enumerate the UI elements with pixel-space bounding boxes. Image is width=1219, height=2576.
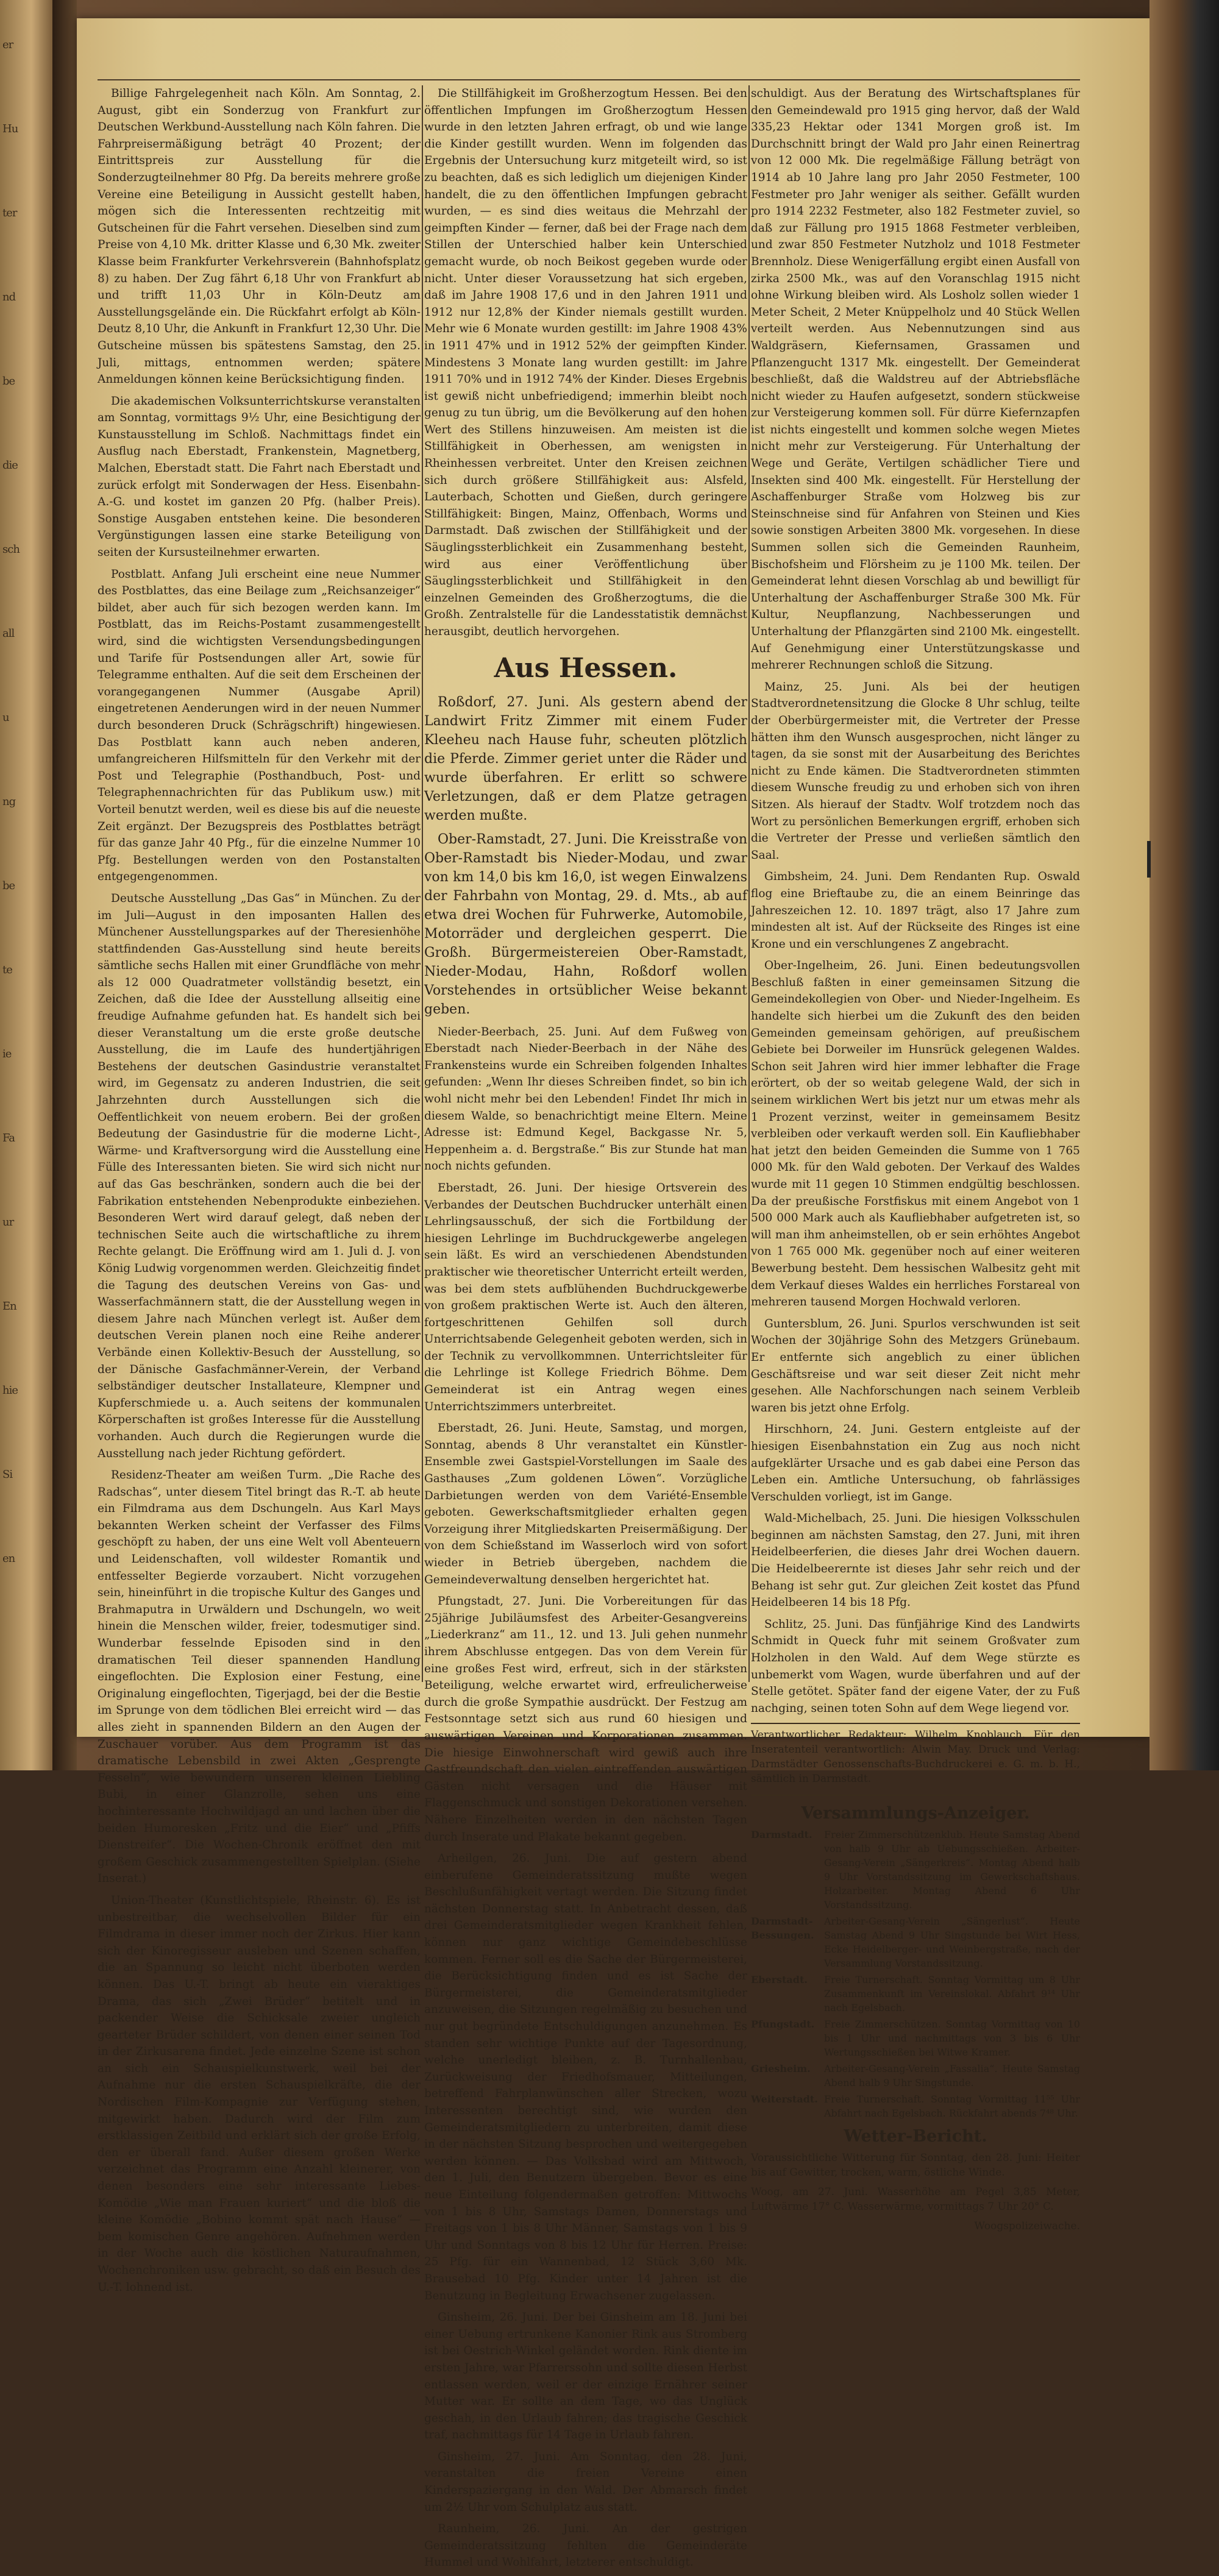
report-eberstadt-1: Eberstadt, 26. Juni. Der hiesige Ortsverein des Verbandes der Deutschen Buchdrucker unterhält einen Lehrlingsausschuß, der sich die Fortbildung der hiesigen Lehrlinge im Buchdruckgewerbe angelegen sein läßt. Es wird an verschiedenen Abendstunden praktischer wie theoretischer Unterricht erteilt werden, was bei dem stets aufblühenden Buchdruckgewerbe von großem praktischen Werte ist. Auch den älteren, fortgeschrittenen Gehilfen soll durch Unterrichtsabende Gelegenheit geboten werden, sich in der Technik zu vervollkommnen. Unterrichtsleiter für die Lehrlinge ist Kollege Friedrich Böhme. Dem Gemeinderat ist ein Antrag wegen eines Unterrichtszimmers unterbreitet. (424, 1181, 747, 1413)
announcement-row (751, 2017, 1080, 2059)
announcement-text: Freier Zimmerschützenklub. Heute Samstag Abend von halb 9 Uhr ab Uebungsschießen. Arbeiter-Gesang-Verein „Sängerkreis“. Montag Abend halb 9 Uhr Vorstandssitzung im Gewerkschaftshaus. Holzarbeiter. Montag Abend 6 Uhr Vorstandssitzung. (824, 1829, 1080, 1911)
adjacent-page-line: te (2, 963, 12, 976)
top-rule (98, 79, 1080, 80)
report-schlitz: Schlitz, 25. Juni. Das fünfjährige Kind des Landwirts Schmidt in Queck fuhr mit seinem Großvater zum Holzholen in den Wald. Auf dem Wege stürzte es unbemerkt vom Wagen, wurde überfahren und auf der Stelle getötet. Später fand der eigene Vater, der zu Fuß nachging, seinen toten Sohn auf dem Wege liegend vor. (751, 1617, 1080, 1715)
report-ginsheim-2: Ginsheim, 27. Juni. Am Sonntag, den 28. Juni, veranstalten die freien Vereine einen Kinderspaziergang in den Wald. Der Abmarsch findet um 2½ Uhr vom Schulplatz aus statt. (424, 2450, 747, 2514)
announcement-text: Arbeiter-Gesang-Verein „Sängerlust“. Heute Samstag Abend 9 Uhr Singstunde bei Wirt Hess, Ecke Heidelberger- und Weinbergstraße, nach der Versammlung Vorstandssitzung. (824, 1915, 1080, 1970)
article-volkskurse: Die akademischen Volksunterrichtskurse veranstalten am Sonntag, vormittags 9½ Uhr, eine Besichtigung der Kunstausstellung im Schloß. Nachmittags findet ein Ausflug nach Eberstadt, Frankenstein, Magnetberg, Malchen, Eberstadt statt. Die Fahrt nach Eberstadt und zurück erfolgt mit Sonderwagen der Hess. Eisenbahn-A.-G. und kostet im ganzen 20 Pfg. (halber Preis). Sonstige Ausgaben entstehen keine. Die besonderen Vergünstigungen lassen eine starke Beteiligung von seiten der Kursusteilnehmer erwarten. (98, 394, 421, 559)
adjacent-page-line: Hu (2, 122, 18, 135)
adjacent-page-line: Si (2, 1468, 13, 1481)
announcement-text: Freie Turnerschaft. Sonntag Vormittag um 8 Uhr Zusammenkunft im Vereinslokal. Abfahrt 9¹⁴ Uhr nach Egelsbach. (824, 1974, 1080, 2014)
section-title: Aus Hessen. (494, 652, 678, 684)
report-nieder-beerbach: Nieder-Beerbach, 25. Juni. Auf dem Fußweg von Eberstadt nach Nieder-Beerbach in der Nähe des Frankensteins wurde ein Schreiben folgenden Inhaltes gefunden: „Wenn Ihr dieses Schreiben findet, so bin ich wohl nicht mehr bei den Lebenden! Findet Ihr mich in diesem Walde, so benachrichtigt meine Eltern. Meine Adresse ist: Edmund Kegel, Backgasse Nr. 5, Heppenheim a. d. Bergstraße.“ Bis zur Stunde hat man noch nichts gefunden. (424, 1025, 747, 1173)
report-mainz: Mainz, 25. Juni. Als bei der heutigen Stadtverordnetensitzung die Glocke 8 Uhr schlug, teilte der Oberbürgermeister mit, die Vertreter der Presse hätten ihm den Wunsch ausgesprochen, nicht länger zu tagen, da sie sonst mit der Ausarbeitung des Berichtes nicht zu Ende kämen. Die Stadtverordneten stimmten diesem Wunsche freudig zu und erhoben sich von ihren Sitzen. Als hierauf der Stadtv. Wolf trotzdem noch das Wort zu persönlichen Bemerkungen ergriff, erhoben sich die Vertreter der Presse und verließen sämtlich den Saal. (751, 680, 1080, 862)
announcements-list (751, 1828, 1080, 2120)
adjacent-page-fragment (0, 0, 52, 1770)
column-rule (422, 85, 423, 1682)
adjacent-page-line: u (2, 711, 9, 724)
report-hirschhorn: Hirschhorn, 24. Juni. Gestern entgleiste auf der hiesigen Eisenbahnstation ein Zug aus noch nicht aufgeklärter Ursache und es gab dabei eine Person das Leben ein. Amtliche Untersuchung, ob fahrlässiges Verschulden vorliegt, ist im Gange. (751, 1423, 1080, 1503)
adjacent-page-line: er (2, 38, 13, 51)
report-ginsheim-1: Ginsheim, 26. Juni. Der bei Ginsheim am 18. Juni bei einer Uebung ertrunkene Kanonier Rink aus Stromberg ist bei Oestrich-Winkel geländet worden. Rink diente im ersten Jahre, war Pfarrerssohn und sollte diesen Herbst entlassen werden, weil er der einzige Ernährer seiner Mutter war. Er sollte an dem Tage, wo das Unglück geschah, in den Urlaub fahren; das tragische Geschick traf, nachmittags für 14 Tage in Urlaub fahren. (424, 2311, 747, 2442)
book-spine (1150, 0, 1219, 1770)
column-3 (751, 85, 1080, 2238)
report-raunheim: Raunheim, 26. Juni. An der gestrigen Gemeinderatssitzung fehlten die Gemeinderäte Hummel und Wohlfahrt, letzterer entschuldigt. (424, 2522, 747, 2569)
adjacent-page-line: all (2, 627, 15, 640)
adjacent-page-line: ie (2, 1048, 12, 1060)
announcement-place: Eberstadt. (751, 1974, 808, 1986)
article-koeln: Billige Fahrgelegenheit nach Köln. Am Sonntag, 2. August, gibt ein Sonderzug von Frankfurt zur Deutschen Werkbund-Ausstellung nach Köln fahren. Die Fahrpreisermäßigung beträgt 40 Prozent; der Eintrittspreis zur Ausstellung für die Sonderzugteilnehmer 80 Pfg. Da bereits mehrere große Vereine eine Beteiligung in Aussicht gestellt haben, mögen sich die Interessenten rechtzeitig mit Gutscheinen für die Fahrt versehen. Dieselben sind zum Preise von 4,10 Mk. dritter Klasse und 6,30 Mk. zweiter Klasse beim Frankfurter Verkehrsverein (Bahnhofsplatz 8) zu haben. Der Zug fährt 6,18 Uhr von Frankfurt ab und trifft 11,03 Uhr in Köln-Deutz am Ausstellungsgelände ein. Die Rückfahrt erfolgt ab Köln-Deutz 8,10 Uhr, die Ankunft in Frankfurt 12,30 Uhr. Die Gutscheine müssen bis spätestens Samstag, den 25. Juli, mittags, entnommen werden; spätere Anmeldungen können keine Berücksichtigung finden. (98, 87, 421, 386)
adjacent-page-line: En (2, 1300, 16, 1313)
announcement-text: Freie Zimmerschützen. Sonntag Vormittag von 10 bis 1 Uhr und nachmittags von 3 bis 6 Uhr Wertungsschießen bei Witwe Kramer. (824, 2018, 1080, 2059)
report-eberstadt-2: Eberstadt, 26. Juni. Heute, Samstag, und morgen, Sonntag, abends 8 Uhr veranstaltet ein Künstler-Ensemble zwei Gastspiel-Vorstellungen im Saale des Gasthauses „Zum goldenen Löwen“. Vorzügliche Darbietungen werden von dem Variété-Ensemble geboten. Gewerkschaftsmitglieder erhalten gegen Vorzeigung ihrer Mitgliedskarten Preisermäßigung. Der von dem Schießstand im Wasserloch wird von sofort wieder in Betrieb übergeben, nachdem die Gemeindeverwaltung denselben hergerichtet hat. (424, 1422, 747, 1586)
report-ober-ingelheim: Ober-Ingelheim, 26. Juni. Einen bedeutungsvollen Beschluß faßten in einer gemeinsamen Sitzung die Gemeindekollegien von Ober- und Nieder-Ingelheim. Es handelte sich hierbei um die Zukunft des den beiden Gemeinden gemeinsam gehörigen, auf preußischem Gebiete bei Dorweiler im Hunsrück gelegenen Waldes. Schon seit Jahren wird hier immer lebhafter die Frage erörtert, ob der so weitab gelegene Wald, der sich in seinem wirklichen Wert bis jetzt nur um etwas mehr als 1 Prozent verzinst, weiter in gemeinsamem Besitz verbleiben oder verkauft werden soll. Ein Kaufliebhaber hat jetzt den beiden Gemeinden die Summe von 1 765 000 Mk. für den Wald geboten. Der Verkauf des Waldes wurde mit 11 gegen 10 Stimmen endgültig beschlossen. Da der preußische Forstfiskus mit einem Angebot von 1 500 000 Mark auch als Kaufliebhaber aufgetreten ist, so will man ihm anheimstellen, ob er sein erhöhtes Angebot von 1 765 000 Mk. gegenüber noch auf einer weiteren Bewerbung besteht. Dem hessischen Walbesitz geht mit dem Verkauf dieses Waldes ein herrliches Forstareal von mehreren tausend Morgen Hochwald verloren. (751, 959, 1080, 1309)
announcement-place: Darmstadt. (751, 1829, 812, 1841)
report-raunheim-cont: schuldigt. Aus der Beratung des Wirtschaftsplanes für den Gemeindewald pro 1915 ging hervor, daß der Wald 335,23 Hektar oder 1341 Morgen groß ist. Im Durchschnitt bringt der Wald pro Jahr einen Reinertrag von 12 000 Mk. Die regelmäßige Fällung beträgt von 1914 ab 10 Jahre lang pro Jahr 2050 Festmeter, 100 Festmeter pro Jahr weniger als seither. Gefällt wurden pro 1914 2232 Festmeter, also 182 Festmeter zuviel, so daß zur Fällung pro 1915 1868 Festmeter verbleiben, und zwar 850 Festmeter Nutzholz und 1018 Festmeter Brennholz. Diese Wenigerfällung ergibt einen Ausfall von zirka 2500 Mk., was auf den Voranschlag 1915 nicht ohne Wirkung bleiben wird. Als Losholz sollen wieder 1 Meter Scheit, 2 Meter Knüppelholz und 40 Stück Wellen verteilt werden. Aus Nebennutzungen sind aus Waldgräsern, Kiefernsamen, Grassamen und Pflanzengucht 1317 Mk. eingestellt. Der Gemeinderat beschließt, daß die Waldstreu auf der Abtriebsfläche nicht wieder zu Haufen aufgesetzt, sondern stückweise zur Versteigerung kommen soll. Für dürre Kiefernzapfen ist nichts eingestellt und kommen solche wegen Mietes nicht mehr zur Versteigerung. Für Unterhaltung der Wege und Geräte, Vertilgen schädlicher Tiere und Insekten sind 400 Mk. eingestellt. Für Herstellung der Aschaffenburger Straße vom Holzweg bis zur Steinschneise sind für Anfahren von Steinen und Kies sowie sonstigen Arbeiten 3800 Mk. vorgesehen. In diese Summen sollen sich die Gemeinden Raunheim, Bischofsheim und Flörsheim zu je 1100 Mk. teilen. Der Gemeinderat lehnt diesen Vorschlag ab und bewilligt für Unterhaltung der Aschaffenburger Straße 300 Mk. Für Kultur, Neupflanzung, Nachbesserungen und Unterhaltung der Pflanzgärten sind 2100 Mk. eingestellt. Auf Genehmigung einer Unterstützungskasse und mehrerer Rechnungen schloß die Sitzung. (751, 87, 1080, 672)
section-lead (424, 693, 747, 1019)
column-1 (98, 85, 421, 2301)
adjacent-page-text (0, 37, 52, 1567)
adjacent-page-line: ur (2, 1216, 14, 1229)
woog-report: Woog, am 27. Juni. Wasserhöhe am Pegel 3,85 Meter, Luftwärme 17° C. Wasserwärme, vormittags 7 Uhr 20° C. (751, 2186, 1080, 2213)
adjacent-page-line: be (2, 375, 15, 388)
report-arheilgen: Arheilgen, 26. Juni. Die auf gestern abend einberufene Gemeinderatssitzung mußte wegen Beschlußunfähigkeit vertagt werden. Die Sitzung findet nächsten Donnerstag statt. In Anbetracht dessen, daß drei Gemeinderatsmitglieder wegen Krankheit fehlen, können nur ganz wichtige Gemeindebeschlüsse kommen. Ferner soll es die Sache der Bürgermeisterei, die Berücksichtigung finden und es ist Sache der Bürgermeisterei, die Gemeinderatsmitglieder anzuweisen, die Sitzungen regelmäßig zu besuchen und nur gut begründete Entschuldigungen anzunehmen. Es standen sehr wichtige Punkte auf der Tagesordnung, welche unerledigt bleiben, z. B. Turnhallenbau, Zurückweisung der Friedhofsmauer, Mitteilungen, betreffend Fahrplanwünschen aller Strecken, wozu Interessenten berechtigt sind, wie wurden den Gemeinderatsmitgliedern zu unterbreiten, damit diese in der nächsten Sitzung besprochen und weitergegeben werden können. — Das Volksbad wird am Mittwoch, den 1. Juli, den Benutzern übergeben. Bevor es eine neue Einteilung folgendermaßen getroffen: Mittwochs von 1 bis 8 Uhr, Samstags Damen, Donnerstags und Freitags von 1 bis 8 Uhr Männer, Samstags von 1 bis 9 Uhr und Sonntags von 8 bis 12 Uhr für Herren. Preise: 25 Pfg. für ein Wannenbad, 12 Stück 3,60 Mk. Brausebad 10 Pfg. Kinder unter 14 Jahren ist die Benutzung in Begleitung Erwachsener zugelassen. (424, 1852, 747, 2302)
article-postblatt: Postblatt. Anfang Juli erscheint eine neue Nummer des Postblattes, das eine Beilage zum „Reichsanzeiger“ bildet, aber auch für sich bezogen werden kann. Im Postblatt, das im Reichs-Postamt zusammengestellt wird, sind die wichtigsten Versendungsbedingungen und Tarife für Postsendungen aller Art, sowie für Telegramme enthalten. Auf die seit dem Erscheinen der vorangegangenen Nummer (Ausgabe April) eingetretenen Aenderungen wird in der neuen Nummer durch besonderen Druck (Schrägschrift) hingewiesen. Das Postblatt kann auch neben anderen, umfangreicheren Hilfsmitteln für den Verkehr mit der Post und Telegraphie (Posthandbuch, Post- und Telegraphennachrichten für das Publikum usw.) mit Vorteil benutzt werden, weil es diese bis auf die neueste Zeit ergänzt. Der Bezugspreis des Postblattes beträgt für das ganze Jahr 40 Pfg., für die einzelne Nummer 10 Pfg. Bestellungen werden von den Postanstalten entgegengenommen. (98, 567, 421, 884)
binding-clip (1147, 841, 1151, 878)
adjacent-page-line: die (2, 459, 18, 472)
announcement-row (751, 1914, 1080, 1970)
announcement-row (751, 2092, 1080, 2120)
report-rossdorf: Roßdorf, 27. Juni. Als gestern abend der Landwirt Fritz Zimmer mit einem Fuder Kleeheu nach Hause fuhr, scheuten plötzlich die Pferde. Zimmer geriet unter die Räder und wurde überfahren. Er erlitt so schwere Verletzungen, daß er dem Platze getragen werden mußte. (424, 694, 747, 823)
weather-title: Wetter-Bericht. (844, 2127, 987, 2146)
imprint-text: Verantwortlicher Redakteur: Wilhelm Knoblauch. Für den Inseratenteil verantwortlich: Alwin May. Druck und Verlag: Darmstädter Genossenschafts-Buchdruckerei e. G. m. b. H., sämtlich in Darmstadt. (751, 1729, 1080, 1786)
announcement-row (751, 1973, 1080, 2015)
adjacent-page-line: en (2, 1552, 15, 1565)
adjacent-page-line: ter (2, 207, 17, 219)
announcement-row (751, 2062, 1080, 2090)
announcement-place: Pfungstadt. (751, 2018, 815, 2031)
report-guntersblum: Guntersblum, 26. Juni. Spurlos verschwunden ist seit Wochen der 30jährige Sohn des Metzgers Grünebaum. Er entfernte sich angeblich zu einer üblichen Geschäftsreise und war seit dieser Zeit nicht mehr gesehen. Alle Nachforschungen nach seinem Verbleib waren bis jetzt ohne Erfolg. (751, 1317, 1080, 1414)
weather-section (751, 2151, 1080, 2234)
announcement-place: Darmstadt-Bessungen. (751, 1915, 814, 1942)
column-2 (424, 85, 747, 2576)
weather-text: Voraussichtliche Witterung für Sonntag, den 28. Juni: Heiter bis auf Gewitter, trocken, warm, östliche Winde. (751, 2152, 1080, 2179)
woog-signature: Woogspolizeiwache. (974, 2220, 1080, 2233)
adjacent-page-line: sch (2, 543, 20, 556)
announcement-text: Freie Turnerschaft. Sonntag Vormittag 11⁵⁵ Uhr Abfahrt nach Egelsbach. Rückfahrt abends 7⁴⁸ Uhr. (824, 2093, 1080, 2120)
announcement-row (751, 1828, 1080, 1912)
article-stillfaehigkeit: Die Stillfähigkeit im Großherzogtum Hessen. Bei den öffentlichen Impfungen im Großherzogtum Hessen wurde in den letzten Jahren erfragt, ob und wie lange die Kinder gestillt wurden. Wenn im folgenden das Ergebnis der Untersuchung kurz mitgeteilt wird, so ist zu beachten, daß es sich lediglich um diejenigen Kinder handelt, die zu den öffentlichen Impfungen gebracht wurden, — es sind dies weitaus die Mehrzahl der geimpften Kinder — ferner, daß bei der Frage nach dem Stillen der Unterschied halber kein Unterschied gemacht wurde, ob noch Beikost gegeben wurde oder nicht. Unter dieser Voraussetzung hat sich ergeben, daß im Jahre 1908 17,6 und in den Jahren 1911 und 1912 nur 12,8% der Kinder niemals gestillt wurden. Mehr wie 6 Monate wurden gestillt: im Jahre 1908 43% in 1911 47% und in 1912 52% der geimpften Kinder. Mindestens 3 Monate lang wurden gestillt: im Jahre 1911 70% und in 1912 74% der Kinder. Dieses Ergebnis ist gewiß nicht unbefriedigend; immerhin bleibt noch genug zu tun übrig, um die Bevölkerung auf den hohen Wert des Stillens hinzuweisen. Am meisten ist die Stillfähigkeit in Oberhessen, am wenigsten in Rheinhessen verbreitet. Unter den Kreisen zeichnen sich durch größere Stillfähigkeit aus: Alsfeld, Lauterbach, Schotten und Gießen, durch geringere Stillfähigkeit: Bingen, Mainz, Offenbach, Worms und Darmstadt. Daß zwischen der Stillfähigkeit und der Säuglingssterblichkeit ein Zusammenhang besteht, wird aus einer Veröffentlichung über Säuglingssterblichkeit und Stillfähigkeit in den einzelnen Gemeinden des Großherzogtums, die die Großh. Zentralstelle für die Landesstatistik demnächst herausgibt, deutlich hervorgehen. (424, 87, 747, 638)
adjacent-page-line: nd (2, 291, 16, 303)
column-rule (748, 85, 750, 1682)
imprint-box (751, 1723, 1080, 1796)
adjacent-page-line: ng (2, 795, 16, 808)
announcement-place: Griesheim. (751, 2063, 811, 2075)
announcement-text: Arbeiter-Gesang-Verein „Fassalia“. Heute Samstag Abend halb 9 Uhr Singstunde. (824, 2063, 1080, 2089)
article-union-theater: Union-Theater (Kunstlichtspiele, Rheinstr. 6). Es ist unbestreitbar, die wechselvollen Bilder für ein Filmdrama in dieser immer noch der Zirkus. Hier kann sich der Kinoregisseur ausleben und Szenen schaffen, die an Spannung so leicht nicht überboten werden können. Das U.-T. bringt ab heute ein vieraktiges Drama, das sich „Zwei Brüder“ betitelt und in packender Weise die Schicksale zweier ungleich gearteter Brüder schildert, von denen einer seinen Tod in der Zirkusarena findet. Jede einzelne Szene ist schon an sich ein Schauspielkunstwerk, weil bei der Aufnahme nur die ersten Schauspielkräfte, die der Nordischen Film-Kompagnie zur Verfügung stehen, mitgewirkt haben. Dadurch wird der Film zum erstklassigen Zeitbild und erklärt sich der große Erfolg, den er überall fand. Außer diesem großen Werke verzeichnet das Programm eine Anzahl kleinerer, von denen besonders eine sehr interessante Liebes-Komödie „Wie man Frauen kuriert“ und die bloß die kleine Komödie „Bobino kommt spät nach Hause“ — bem komischen Genre angehören. Aufnehmen werden in der Woche auch die köstlichen Naturaufnahmen, Wochenchroniken usw. gebracht, so daß ein Besuch des U.-T. lohnend ist. (98, 1893, 421, 2294)
announcements-title: Versammlungs-Anzeiger. (801, 1804, 1030, 1823)
article-residenz-theater: Residenz-Theater am weißen Turm. „Die Rache des Radschas“, unter diesem Titel bringt das R.-T. ab heute ein Filmdrama aus dem Dschungeln. Aus Karl Mays bekannten Werken scheint der Verfasser des Films geschöpft zu haben, der uns eine Welt voll Abenteuern und Leidenschaften, voll wildester Romantik und entfesselter Begierde vorzaubert. Nicht vorzugehen sein, hineinführt in die tropische Kultur des Ganges und Brahmaputra in Urwäldern und Dschungeln, wo weit hinein die Menschen wilder, freier, todesmutiger sind. Wunderbar fesselnde Episoden sind in den dramatischen Teil dieser spannenden Handlung eingeflochten. Die Explosion einer Festung, eine Originalung eingeflochten, Tigerjagd, bei der die Bestie im Sprunge von dem tödlichen Blei erreicht wird — das alles zieht in spannenden Bildern an den Augen der Zuschauer vorüber. Aus dem Programm ist das dramatische Lebensbild in zwei Akten „Gesprengte Fesseln“, wie bewundern unseren kleinen Liebling Bubi, in einer Glanzrolle, sehen uns eine hochinteressante Hochwildjagd an und lachen über die beiden Humoresken „Fritz und die Eier“ und „Pfiffs Dienstreifer“. Die Wochen-Chronik eröffnet den mit großem Geschick zusammengestellten Spielplan. (Siehe Inserat.) (98, 1469, 421, 1886)
report-gimbsheim: Gimbsheim, 24. Juni. Dem Rendanten Rup. Oswald flog eine Brieftaube zu, die an einem Beinringe das Jahreszeichen 12. 10. 1897 trägt, also 17 Jahre zum mindesten alt ist. Auf der Rückseite des Ringes ist eine Krone und ein verschlungenes Z angebracht. (751, 870, 1080, 951)
adjacent-page-line: hie (2, 1384, 18, 1397)
announcement-place: Weiterstadt. (751, 2093, 818, 2106)
book-gutter (52, 0, 77, 1770)
report-pfungstadt: Pfungstadt, 27. Juni. Die Vorbereitungen für das 25jährige Jubiläumsfest des Arbeiter-Gesangvereins „Liederkranz“ am 11., 12. und 13. Juli gehen nunmehr ihrem Abschlusse entgegen. Das von dem Verein für eine großes Fest wird, erfreut, sich in der stärksten Beteiligung, welche erwartet wird, erfreulicherweise durch die große Sympathie ausdrückt. Der Festzug am Festsonntage setzt sich aus rund 60 hiesigen und auswärtigen Vereinen und Korporationen zusammen. Die hiesige Einwohnerschaft wird gewiß auch ihre Gastfreundschaft den vielen eintreffenden auswärtigen Gästen nicht versagen und die Häuser mit Flaggenschmuck und sonstigen Dekorationen versehen. Nähere Einzelheiten werden in den nächsten Tagen durch Inserate und Plakate bekannt gegeben. (424, 1595, 747, 1843)
report-ober-ramstadt: Ober-Ramstadt, 27. Juni. Die Kreisstraße von Ober-Ramstadt bis Nieder-Modau, und zwar von km 14,0 bis km 16,0, ist wegen Einwalzens der Fahrbahn von Montag, 29. d. Mts., ab auf etwa drei Wochen für Fuhrwerke, Automobile, Motorräder und dergleichen gesperrt. Die Großh. Bürgermeistereien Ober-Ramstadt, Nieder-Modau, Hahn, Roßdorf wollen Vorstehendes in ortsüblicher Weise bekannt geben. (424, 831, 747, 1017)
adjacent-page-line: be (2, 879, 15, 892)
article-gas-ausstellung: Deutsche Ausstellung „Das Gas“ in München. Zu der im Juli—August in den imposanten Hallen des Münchener Ausstellungsparkes auf der Theresienhöhe stattfindenden Gas-Ausstellung sind heute bereits sämtliche sechs Hallen mit einer Grundfläche von mehr als 12 000 Quadratmeter vollständig besetzt, ein Zeichen, daß die Idee der Ausstellung allseitig eine freudige Aufnahme gefunden hat. Es handelt sich bei dieser Veranstaltung um die erste große deutsche Ausstellung, die im Laufe des hundertjährigen Bestehens der deutschen Gasindustrie veranstaltet wird, im Gegensatz zu anderen Industrien, die seit Jahrzehnten durch Ausstellungen sich die Oeffentlichkeit von neuem erobern. Bei der großen Bedeutung der Gasindustrie für die moderne Licht-, Wärme- und Kraftversorgung wird die Ausstellung eine Fülle des Interessanten bieten. Sie wird sich nicht nur auf das Gas beschränken, sondern auch die bei der Fabrikation entstehenden Nebenprodukte einbeziehen. Besonderen Wert wird darauf gelegt, daß neben der technischen Seite auch die wirtschaftliche zu ihrem Rechte gelangt. Die Eröffnung wird am 1. Juli d. J. von König Ludwig vorgenommen werden. Gleichzeitig findet die Tagung des deutschen Vereins von Gas- und Wasserfachmännern statt, die der Ausstellung wegen in diesem Jahre nach München verlegt ist. Außer dem deutschen Verein planen noch eine Reihe anderer Verbände einen Kollektiv-Besuch der Ausstellung, so der Dänische Gasfachmänner-Verein, der Verband selbständiger deutscher Installateure, Klempner und Kupferschmiede u. a. Auch seitens der kommunalen Körperschaften ist großes Interesse für die Ausstellung vorhanden. Auch durch die Regierungen wurde die Ausstellung nach jeder Richtung gefördert. (98, 892, 421, 1460)
report-wald-michelbach: Wald-Michelbach, 25. Juni. Die hiesigen Volksschulen beginnen am nächsten Samstag, den 27. Juni, mit ihren Heidelbeerferien, die dieses Jahr drei Wochen dauern. Die Heidelbeerernte ist dieses Jahr sehr reich und der Behang ist sehr gut. Zur gleichen Zeit kostet das Pfund Heidelbeeren 14 bis 18 Pfg. (751, 1512, 1080, 1609)
adjacent-page-line: Fa (2, 1132, 15, 1144)
